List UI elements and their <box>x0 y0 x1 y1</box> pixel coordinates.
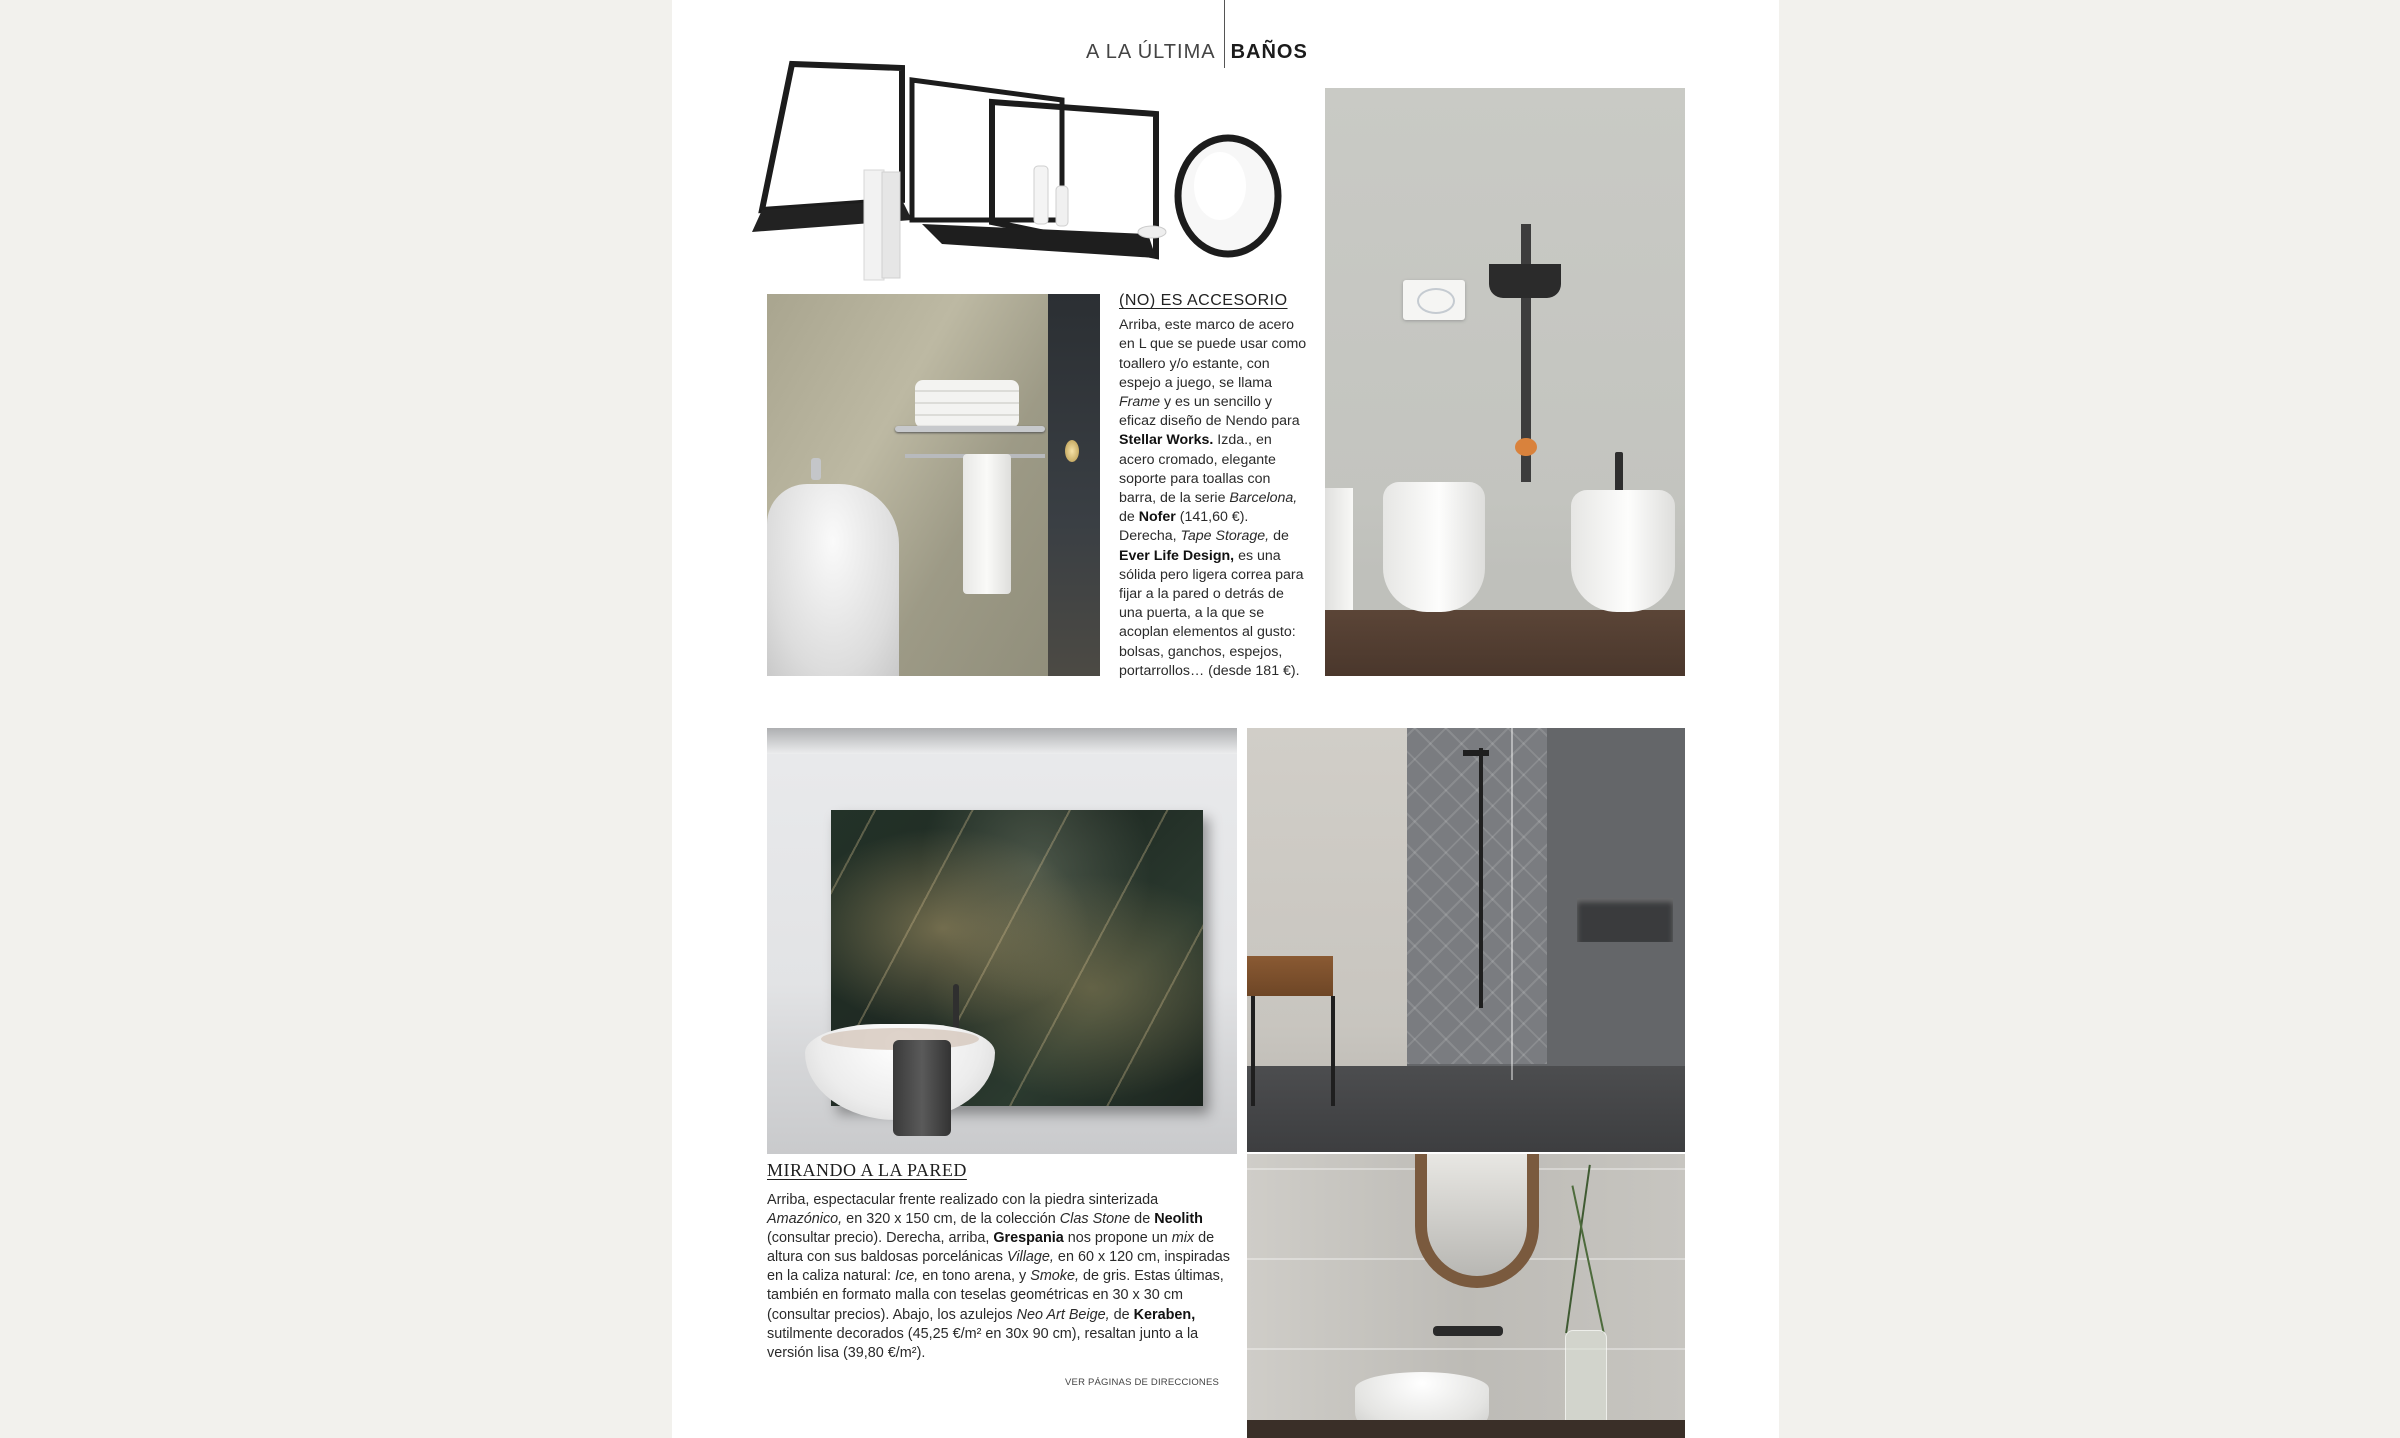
glass-vase <box>1565 1330 1607 1432</box>
sink-edge <box>1325 488 1353 610</box>
countertop <box>1247 1420 1685 1438</box>
strap-bag <box>1489 264 1561 298</box>
wall-faucet <box>1433 1326 1503 1336</box>
bidet-tap <box>1615 452 1623 492</box>
wood-floor <box>1325 610 1685 676</box>
wood-vanity <box>1247 956 1333 996</box>
brand-name: Neolith <box>1154 1211 1203 1228</box>
pendant-bulb <box>1065 440 1079 462</box>
section-label: A LA ÚLTIMA <box>1086 40 1216 63</box>
toilet <box>1383 482 1485 612</box>
grey-towel <box>893 1040 951 1136</box>
caption-accesorio <box>1119 291 1309 681</box>
brand-name: Grespania <box>993 1230 1064 1247</box>
hanging-towel <box>963 454 1011 594</box>
ceiling <box>767 728 1237 754</box>
magazine-page <box>672 0 1779 1438</box>
caption-body: Arriba, este marco de acero en L que se puede usar como toallero y/o estante, con espejo a juego, se llama Frame y es un sencillo y eficaz diseño de Nendo para Stellar Works. Izda., en acero cromado, elegante soporte para toallas con barra, de la serie Barcelona, de Nofer (141,60 €). Derecha, Tape Storage, de Ever Life Design, es una sólida pero ligera correa para fijar a la pared o detrás de una puerta, a la que se acoplan elementos al gusto: bolsas, ganchos, espejos, portarrollos… (desde 181 €). <box>1119 317 1307 679</box>
brand-name: Nofer <box>1138 509 1176 526</box>
wall-niche <box>1577 898 1673 942</box>
topic-label: BAÑOS <box>1230 40 1308 63</box>
brand-name: Keraben, <box>1133 1306 1196 1323</box>
tape-storage-photo <box>1325 88 1685 676</box>
marble-wall-bathtub-photo <box>767 728 1237 1154</box>
towel-rail <box>895 426 1045 432</box>
folded-towels <box>915 380 1019 428</box>
caption-body: Arriba, espectacular frente realizado con la piedra sinterizada Amazónico, en 320 x 150 cm, de la colección Clas Stone de Neolith (consultar precio). Derecha, arriba, Grespania nos propone un mix de altura con sus baldosas porcelánicas Village, en 60 x 120 cm, inspiradas en la caliza natural: Ice, en tono arena, y Smoke, de gris. Estas últimas, también en formato malla con teselas geométricas en 30 x 30 cm (consultar precios). Abajo, los azulejos Neo Art Beige, de Keraben, sutilmente decorados (45,25 €/m² en 30x 90 cm), resaltan junto a la versión lisa (39,80 €/m²). <box>767 1192 1230 1361</box>
dark-wall-area <box>1048 294 1100 676</box>
geometric-tiles <box>1407 728 1547 1064</box>
frame-shelf-image <box>742 60 1282 290</box>
strap-clip <box>1515 438 1537 456</box>
brand-name: Ever Life Design, <box>1119 547 1235 564</box>
caption-title: MIRANDO A LA PARED <box>767 1160 967 1180</box>
caption-pared <box>767 1160 1237 1363</box>
robe-hook <box>811 458 821 480</box>
towel-rack-photo <box>767 294 1100 676</box>
shower-head <box>1463 750 1489 756</box>
beige-tiles-sink-photo <box>1247 1154 1685 1438</box>
header-divider <box>1224 0 1225 68</box>
vanity-legs <box>1251 996 1335 1106</box>
oval-mirror <box>1415 1154 1539 1288</box>
bidet <box>1571 490 1675 612</box>
shower-pipe <box>1479 748 1483 1008</box>
glass-panel <box>1511 728 1513 1080</box>
bathrobe <box>767 484 899 676</box>
directory-reference: VER PÁGINAS DE DIRECCIONES <box>1065 1377 1220 1388</box>
shower-tiles-photo <box>1247 728 1685 1152</box>
caption-title: (NO) ES ACCESORIO <box>1119 292 1288 309</box>
brand-name: Stellar Works. <box>1119 432 1214 449</box>
flush-plate <box>1403 280 1465 320</box>
